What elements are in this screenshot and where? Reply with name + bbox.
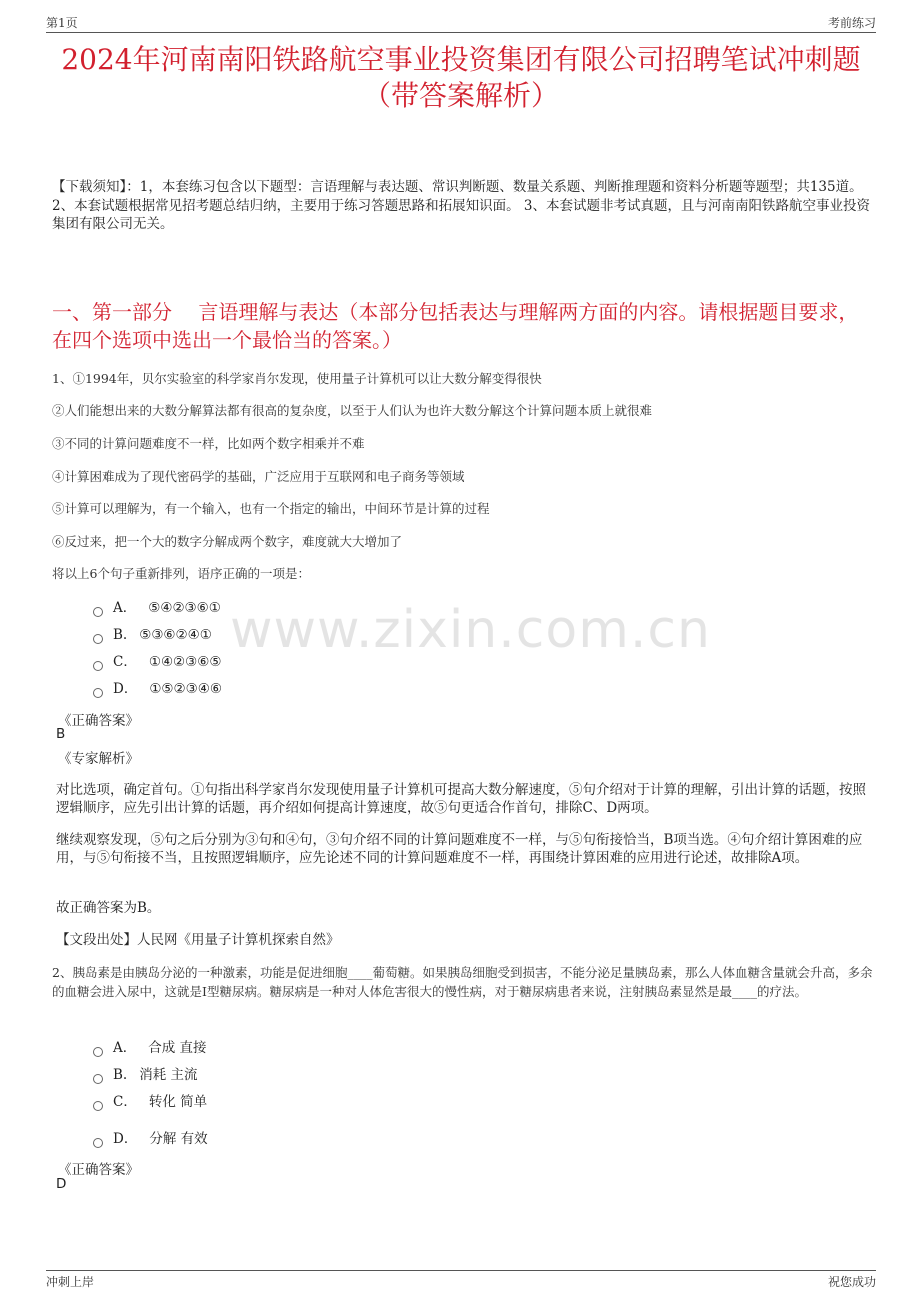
watermark: www.zixin.com.cn — [230, 600, 711, 660]
q1-prompt: 将以上6个句子重新排列，语序正确的一项是： — [52, 566, 310, 581]
radio-icon[interactable] — [93, 634, 103, 644]
q1-analysis-label: 《专家解析》 — [58, 751, 139, 767]
radio-icon[interactable] — [93, 1138, 103, 1148]
q1-line: ⑥反过来，把一个大的数字分解成两个数字，难度就大大增加了 — [52, 534, 403, 549]
q1-line: ④计算困难成为了现代密码学的基础，广泛应用于互联网和电子商务等领域 — [52, 469, 465, 484]
q1-answer: B — [56, 726, 66, 742]
q1-option-d[interactable]: D． ①⑤②③④⑥ — [93, 679, 222, 699]
q1-analysis-para: 故正确答案为B。 — [56, 900, 161, 916]
q1-option-b[interactable]: B. ⑤③⑥②④① — [93, 625, 212, 645]
radio-icon[interactable] — [93, 688, 103, 698]
download-notice: 【下载须知】：1，本套练习包含以下题型：言语理解与表达题、常识判断题、数量关系题、判断推理题和资料分析题等题型；共135道。 2、本套试题根据常见招考题总结归纳，主要用于练习答题思路和拓展知识面。 3、本套试题非考试真题，且与河南南阳铁路航空事业投资集团有限公司无关。 — [52, 179, 870, 232]
q1-analysis-para: 继续观察发现，⑤句之后分别为③句和④句，③句介绍不同的计算问题难度不一样，与⑤句衔接恰当，B项当选。④句介绍计算困难的应用，与⑤句衔接不当，且按照逻辑顺序，应先论述不同的计算问题难度不一样，再围绕计算困难的应用进行论述，故排除A项。 — [56, 832, 863, 866]
page-header — [46, 14, 876, 33]
radio-icon[interactable] — [93, 661, 103, 671]
q1-option-c[interactable]: C． ①④②③⑥⑤ — [93, 652, 221, 672]
q2-text: 2、胰岛素是由胰岛分泌的一种激素，功能是促进细胞____葡萄糖。如果胰岛细胞受到损害，不能分泌足量胰岛素，那么人体血糖含量就会升高，多余的血糖会进入尿中，这就是I型糖尿病。糖尿病是一种对人体危害很大的慢性病，对于糖尿病患者来说，注射胰岛素显然是最____的疗法。 — [52, 965, 873, 999]
q1-line: ③不同的计算问题难度不一样，比如两个数字相乘并不难 — [52, 436, 365, 451]
radio-icon[interactable] — [93, 1074, 103, 1084]
q1-line: ②人们能想出来的大数分解算法都有很高的复杂度，以至于人们认为也许大数分解这个计算问题本质上就很难 — [52, 403, 653, 418]
page-footer — [46, 1270, 876, 1289]
q1-source: 【文段出处】人民网《用量子计算机探索自然》 — [56, 932, 340, 948]
q1-analysis-para: 对比选项，确定首句。①句指出科学家肖尔发现使用量子计算机可提高大数分解速度，⑤句介绍对于计算的理解，引出计算的话题，按照逻辑顺序，应先引出计算的话题，再介绍如何提高计算速度，故⑤句更适合作首句，排除C、D两项。 — [56, 782, 866, 816]
footer-right: 祝您成功 — [827, 1275, 876, 1289]
q2-option-b[interactable]: B. 消耗 主流 — [93, 1065, 198, 1085]
footer-left: 冲刺上岸 — [46, 1275, 95, 1289]
q2-option-c[interactable]: C． 转化 简单 — [93, 1092, 207, 1112]
q1-answer-label: 《正确答案》 — [58, 713, 139, 729]
section-heading: 一、第一部分 言语理解与表达（本部分包括表达与理解两方面的内容。请根据题目要求，在四个选项中选出一个最恰当的答案。） — [52, 300, 859, 352]
q2-option-a[interactable]: A． 合成 直接 — [93, 1038, 207, 1058]
radio-icon[interactable] — [93, 1047, 103, 1057]
radio-icon[interactable] — [93, 607, 103, 617]
q1-option-a[interactable]: A． ⑤④②③⑥① — [93, 598, 221, 618]
q1-line: 1、①1994年，贝尔实验室的科学家肖尔发现，使用量子计算机可以让大数分解变得很快 — [52, 371, 542, 386]
q2-option-d[interactable]: D． 分解 有效 — [93, 1129, 208, 1149]
q2-answer: D — [56, 1176, 67, 1192]
page-number: 第1页 — [46, 16, 78, 30]
q2-answer-label: 《正确答案》 — [58, 1162, 139, 1178]
document-title: 2024年河南南阳铁路航空事业投资集团有限公司招聘笔试冲刺题（带答案解析） — [61, 43, 861, 112]
q1-line: ⑤计算可以理解为，有一个输入，也有一个指定的输出，中间环节是计算的过程 — [52, 501, 490, 516]
header-tag: 考前练习 — [827, 16, 876, 30]
radio-icon[interactable] — [93, 1101, 103, 1111]
